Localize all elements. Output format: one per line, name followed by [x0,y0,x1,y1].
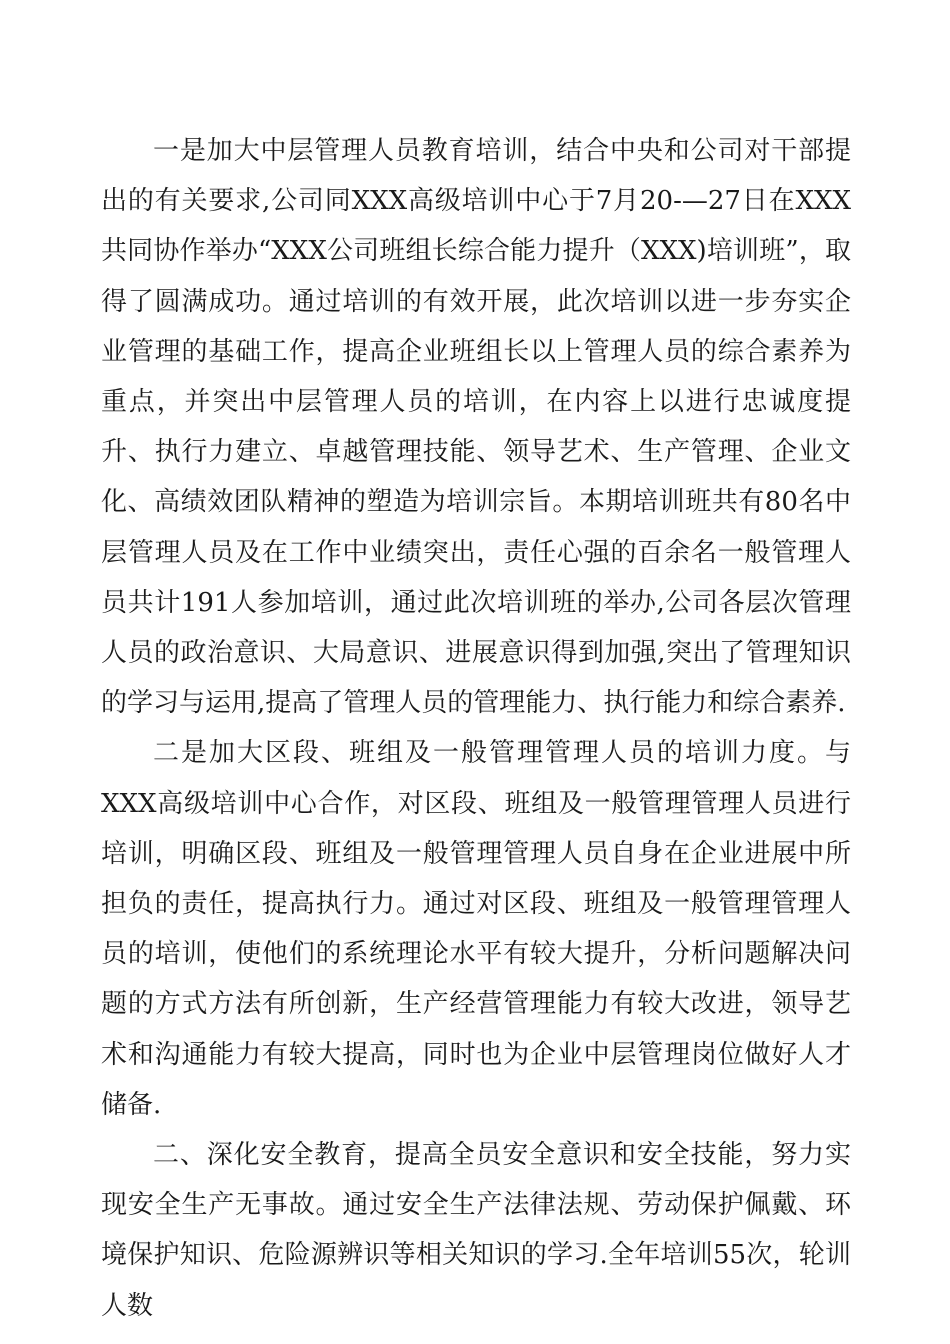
paragraph-team-training: 二是加大区段、班组及一般管理管理人员的培训力度。与XXX高级培训中心合作，对区段、班组及一般管理管理人员进行培训，明确区段、班组及一般管理管理人员自身在企业进展中所担负的责任，提高执行力。通过对区段、班组及一般管理管理人员的培训，使他们的系统理论水平有较大提升，分析问题解决问题的方式方法有所创新，生产经营管理能力有较大改进，领导艺术和沟通能力有较大提高，同时也为企业中层管理岗位做好人才储备. [101,738,851,1120]
paragraph-middle-management-training: 一是加大中层管理人员教育培训，结合中央和公司对干部提出的有关要求,公司同XXX高级培训中心于7月20-—27日在XXX共同协作举办“XXX公司班组长综合能力提升（XXX)培训班”，取得了圆满成功。通过培训的有效开展，此次培训以进一步夯实企业管理的基础工作，提高企业班组长以上管理人员的综合素养为重点，并突出中层管理人员的培训，在内容上以进行忠诚度提升、执行力建立、卓越管理技能、领导艺术、生产管理、企业文化、高绩效团队精神的塑造为培训宗旨。本期培训班共有80名中层管理人员及在工作中业绩突出，责任心强的百余名一般管理人员共计191人参加培训，通过此次培训班的举办,公司各层次管理人员的政治意识、大局意识、进展意识得到加强,突出了管理知识的学习与运用,提高了管理人员的管理能力、执行能力和综合素养. [101,136,851,719]
document-body [101,126,851,1331]
paragraph-safety-education: 二、深化安全教育，提高全员安全意识和安全技能，努力实现安全生产无事故。通过安全生产法律法规、劳动保护佩戴、环境保护知识、危险源辨识等相关知识的学习.全年培训55次，轮训人数 [101,1140,851,1321]
